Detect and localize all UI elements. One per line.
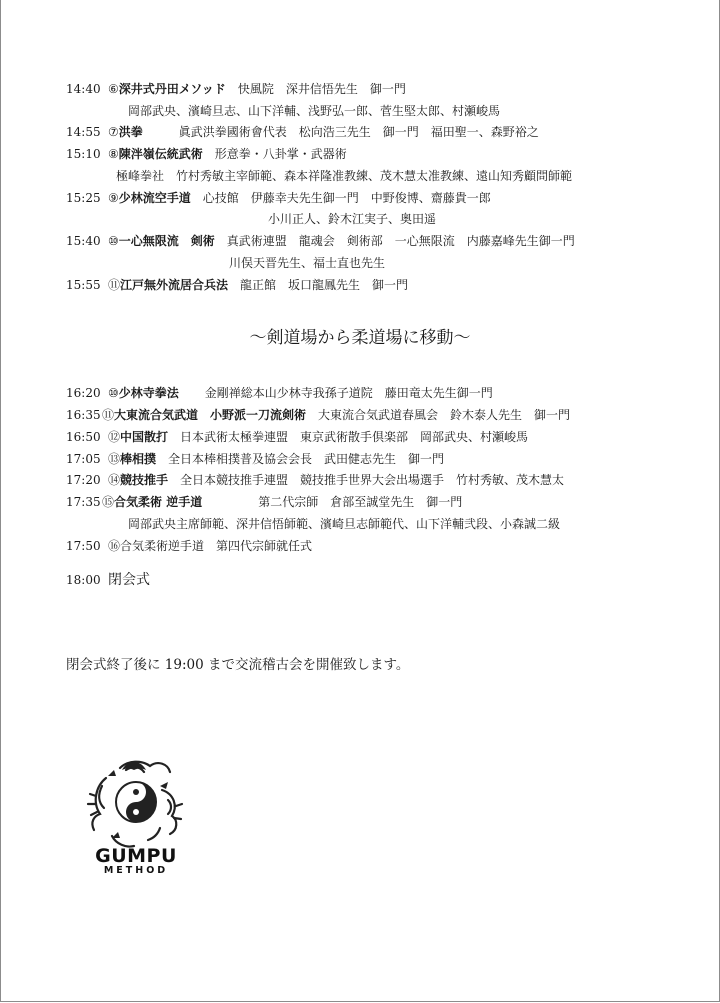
schedule-continuation: 川俣天晋先生、福士直也先生 <box>229 256 386 270</box>
schedule-entry: 17:35⑮合気柔術 逆手道 第二代宗師 倉部至誠堂先生 御一門 <box>66 495 463 509</box>
schedule-entry: 16:20 ⑩少林寺拳法 金剛禅総本山少林寺我孫子道院 藤田竜太先生御一門 <box>66 386 493 400</box>
schedule-entry: 16:50 ⑫中国散打 日本武術太極拳連盟 東京武術散手倶楽部 岡部武央、村瀬峻馬 <box>66 430 529 444</box>
venue-move-heading: ～剣道場から柔道場に移動～ <box>249 328 471 348</box>
schedule-entry: 14:55 ⑦洪拳 眞武洪拳國術會代表 松向浩三先生 御一門 福田聖一、森野裕之 <box>66 125 539 139</box>
closing-ceremony: 18:00 閉会式 <box>66 572 150 588</box>
schedule-entry: 14:40 ⑥深井式丹田メソッド 快風院 深井信悟先生 御一門 <box>66 82 406 96</box>
schedule-entry: 15:25 ⑨少林流空手道 心技館 伊藤幸夫先生御一門 中野俊博、齋藤貴一郎 <box>66 191 491 205</box>
schedule-entry: 15:55 ⑪江戸無外流居合兵法 龍正館 坂口龍鳳先生 御一門 <box>66 278 409 292</box>
schedule-continuation: 極峰拳社 竹村秀敏主宰師範、森本祥隆准教練、茂木慧太准教練、遠山知秀顧問師範 <box>116 169 573 183</box>
schedule-entry: 17:20 ⑭競技推手 全日本競技推手連盟 競技推手世界大会出場選手 竹村秀敏、茂木慧太 <box>66 473 565 487</box>
closing-note: 閉会式終了後に 19:00 まで交流稽古会を開催致します。 <box>66 657 410 673</box>
gumpu-method-logo <box>78 756 194 878</box>
logo-subtitle: METHOD <box>103 865 169 876</box>
schedule-continuation: 岡部武央主席師範、深井信悟師範、濱崎旦志師範代、山下洋輔弐段、小森誠二級 <box>128 517 561 531</box>
logo-wordmark: GUMPU <box>95 845 177 867</box>
schedule-entry: 17:05 ⑬棒相撲 全日本棒相撲普及協会会長 武田健志先生 御一門 <box>66 452 445 466</box>
schedule-entry: 15:40 ⑩一心無限流 剣術 真武術連盟 龍魂会 剣術部 一心無限流 内藤嘉峰先生御一門 <box>66 234 575 248</box>
schedule-continuation: 小川正人、鈴木江実子、奥田遥 <box>268 212 437 226</box>
schedule-entry: 17:50 ⑯合気柔術逆手道 第四代宗師就任式 <box>66 539 313 553</box>
schedule-entry: 16:35⑪大東流合気武道 小野派一刀流剣術 大東流合気武道春風会 鈴木泰人先生 御一門 <box>66 408 571 422</box>
schedule-entry: 15:10 ⑧陳泮嶺伝統武術 形意拳・八卦掌・武器術 <box>66 147 347 161</box>
schedule-continuation: 岡部武央、濱崎旦志、山下洋輔、浅野弘一郎、菅生堅太郎、村瀬峻馬 <box>128 104 501 118</box>
